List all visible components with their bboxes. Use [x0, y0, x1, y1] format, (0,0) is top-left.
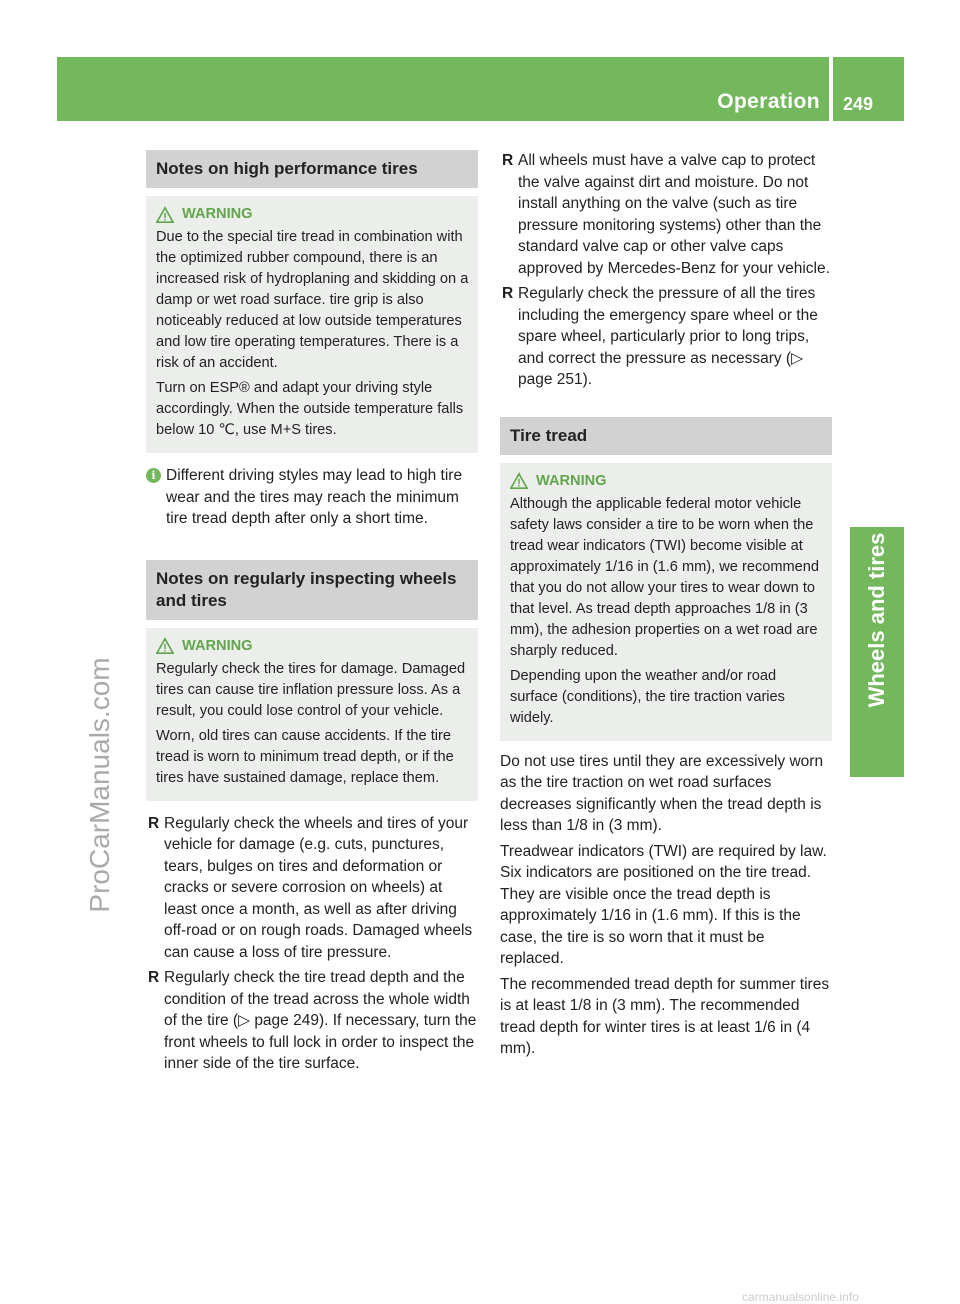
warning-triangle-icon	[156, 206, 174, 224]
paragraph: Do not use tires until they are excessively worn as the tire traction on wet road surfaces decreases significantly when the tread depth is less than 1/8 in (3 mm).	[500, 752, 824, 834]
warning-title: WARNING	[156, 636, 470, 657]
section-heading: Tire tread	[500, 417, 832, 455]
left-column	[146, 150, 478, 1079]
header-section-title: Operation	[717, 90, 820, 113]
list-item: R All wheels must have a valve cap to protect the valve against dirt and moisture. Do not install anything on the valve (such as tire pressure monitoring systems) other than the standard valve cap or other valve caps approved by Mercedes-Benz for your vehicle.	[502, 152, 830, 277]
warning-box	[146, 628, 478, 801]
page-number: 249	[843, 94, 874, 114]
list-item: R Regularly check the wheels and tires of your vehicle for damage (e.g. cuts, punctures, tears, bulges on tires and deformation or cracks or severe corrosion on wheels) at least once a month, as well as after driving off-road or on rough roads. Damaged wheels can cause a loss of tire pressure.	[148, 814, 473, 961]
warning-title: WARNING	[156, 204, 470, 225]
paragraph: Treadwear indicators (TWI) are required by law. Six indicators are positioned on the tire tread. They are visible once the tread depth is approximately 1/16 in (1.6 mm). If this is the case, the tire is so worn that it must be replaced.	[500, 842, 827, 967]
warning-text: Turn on ESP® and adapt your driving style accordingly. When the outside temperature falls below 10 ℃, use M+S tires.	[156, 380, 464, 438]
warning-triangle-icon	[156, 637, 174, 655]
header-separator	[829, 57, 833, 121]
watermark: ProCarManuals.com	[84, 657, 115, 913]
warning-text: Worn, old tires can cause accidents. If the tire tread is worn to minimum tread depth, or if the tires have sustained damage, replace them.	[156, 727, 454, 786]
paragraph: The recommended tread depth for summer tires is at least 1/8 in (3 mm). The recommended tread depth for winter tires is at least 1/6 in (4 mm).	[500, 975, 830, 1057]
section-heading: Notes on regularly inspecting wheels and tires	[146, 560, 478, 620]
warning-box	[500, 463, 832, 741]
info-icon: i	[146, 468, 161, 483]
warning-text: Due to the special tire tread in combination with the optimized rubber compound, there is an increased risk of hydroplaning and skidding on a damp or wet road surface. tire grip is also noticeably reduced at low outside temperatures and low tire operating temperatures. There is a risk of an accident.	[156, 229, 469, 371]
warning-text: Although the applicable federal motor vehicle safety laws consider a tire to be worn when the tread wear indicators (TWI) become visible at approximately 1/16 in (1.6 mm), we recommend that you do not allow your tires to wear down to that level. As tread depth approaches 1/8 in (3 mm), the adhesion properties on a wet road are sharply reduced.	[510, 495, 820, 659]
section-heading: Notes on high performance tires	[146, 150, 478, 188]
list-item: R Regularly check the tire tread depth and the condition of the tread across the whole width of the tire (▷ page 249). If necessary, turn the front wheels to full lock in order to inspect the inner side of the tire surface.	[148, 969, 477, 1072]
footer-watermark: carmanualsonline.info	[742, 1290, 859, 1304]
right-column	[500, 150, 832, 1064]
list-item: R Regularly check the pressure of all the tires including the emergency spare wheel or the spare wheel, particularly prior to long trips, and correct the pressure as necessary (▷ page 251).	[502, 285, 818, 388]
warning-text: Regularly check the tires for damage. Damaged tires can cause tire inflation pressure loss. As a result, you could lose control of your vehicle.	[156, 660, 466, 719]
warning-title: WARNING	[510, 471, 824, 492]
side-tab-label: Wheels and tires	[864, 532, 889, 708]
warning-box	[146, 196, 478, 453]
warning-text: Depending upon the weather and/or road surface (conditions), the tire traction varies widely.	[510, 667, 785, 726]
info-note: i Different driving styles may lead to high tire wear and the tires may reach the minimum tire tread depth after only a short time.	[146, 465, 478, 530]
warning-triangle-icon	[510, 472, 528, 490]
